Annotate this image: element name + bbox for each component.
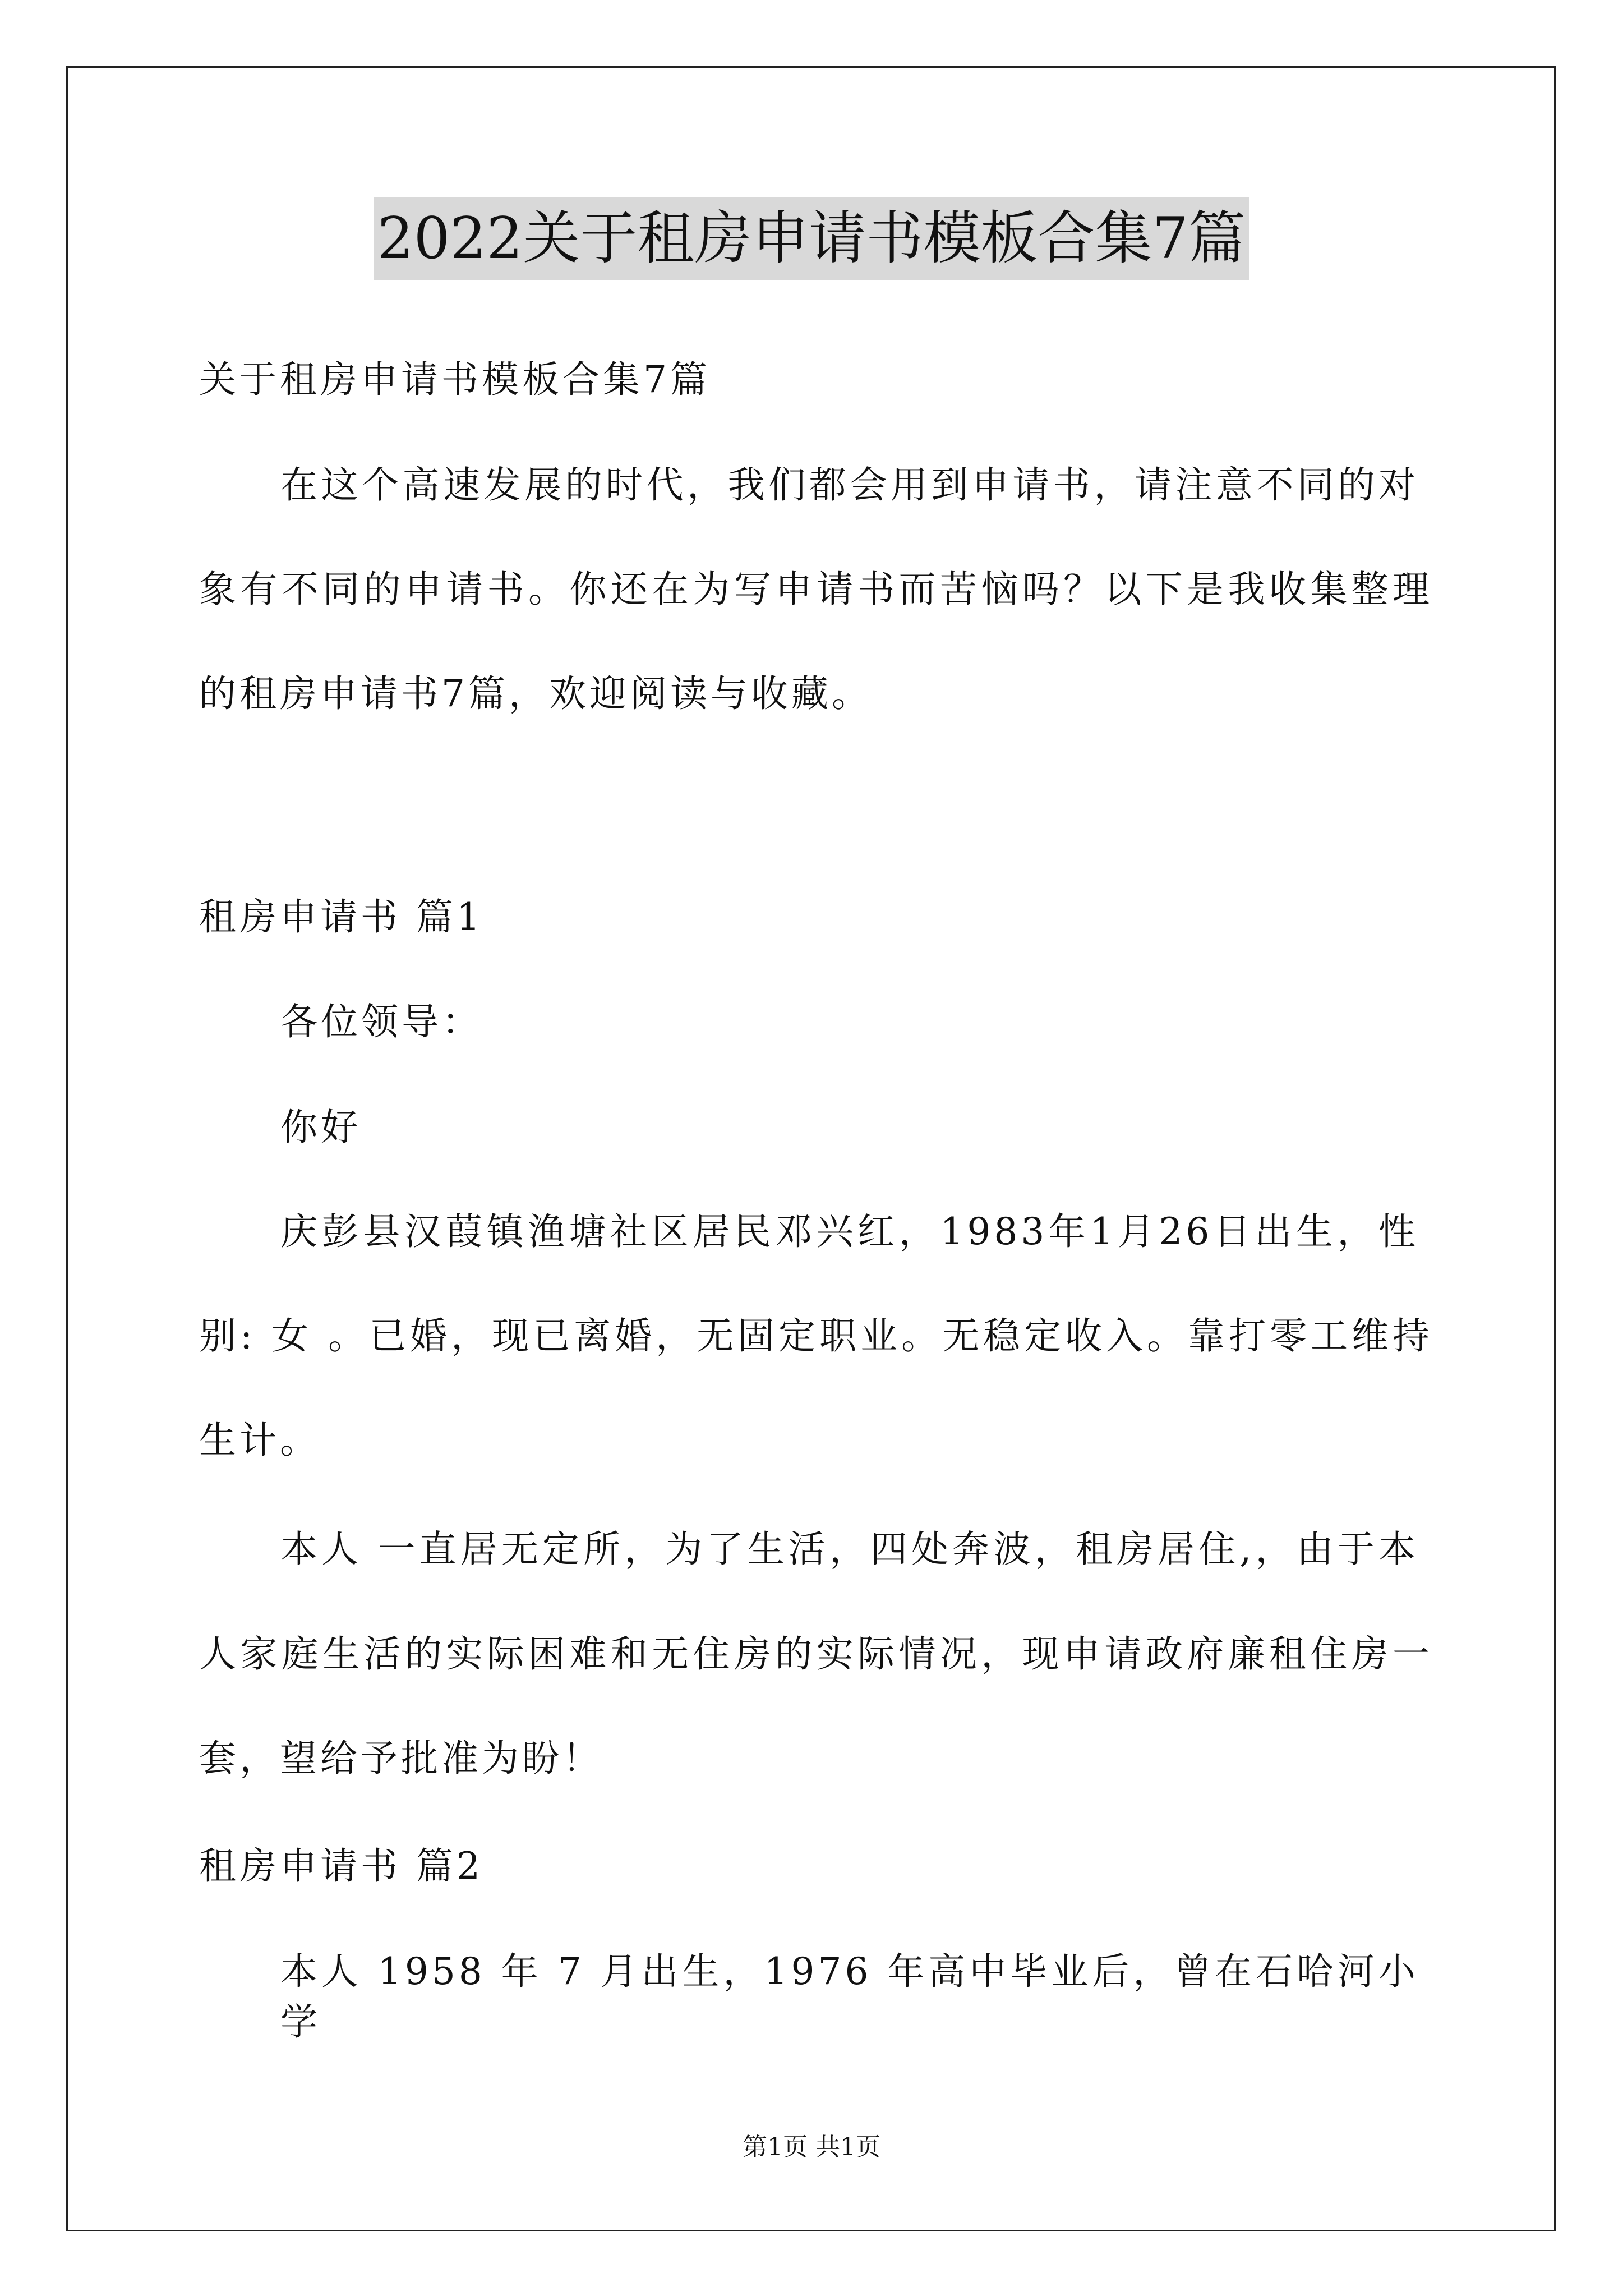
section-1-para2-line-3: 套，望给予批准为盼！ <box>199 1737 603 1780</box>
section-1-heading: 租房申请书 篇1 <box>199 895 483 938</box>
section-1-para1-line-1: 庆彭县汉葭镇渔塘社区居民邓兴红，1983年1月26日出生，性 <box>280 1210 1419 1253</box>
section-1-greeting: 你好 <box>280 1106 361 1149</box>
document-subtitle: 关于租房申请书模板合集7篇 <box>199 358 711 401</box>
intro-line-2: 象有不同的申请书。你还在为写申请书而苦恼吗？以下是我收集整理 <box>199 568 1433 611</box>
document-title: 2022关于租房申请书模板合集7篇 <box>374 197 1249 280</box>
section-1-para1-line-3: 生计。 <box>199 1419 320 1462</box>
title-container <box>0 197 1623 280</box>
section-1-para1-line-2: 别: 女 。已婚，现已离婚，无固定职业。无稳定收入。靠打零工维持 <box>199 1314 1433 1358</box>
intro-line-3: 的租房申请书7篇，欢迎阅读与收藏。 <box>199 672 872 715</box>
section-1-salutation: 各位领导： <box>280 1000 482 1043</box>
section-2-para1-line-1: 本人 1958 年 7 月出生，1976 年高中毕业后，曾在石哈河小 学 <box>280 1950 1419 2044</box>
section-2-heading: 租房申请书 篇2 <box>199 1844 483 1888</box>
intro-line-1: 在这个高速发展的时代，我们都会用到申请书，请注意不同的对 <box>280 463 1419 507</box>
section-1-para2-line-2: 人家庭生活的实际困难和无住房的实际情况，现申请政府廉租住房一 <box>199 1632 1433 1676</box>
section-1-para2-line-1: 本人 一直居无定所，为了生活，四处奔波，租房居住,，由于本 <box>280 1527 1419 1571</box>
page-footer: 第1页 共1页 <box>743 2133 880 2161</box>
